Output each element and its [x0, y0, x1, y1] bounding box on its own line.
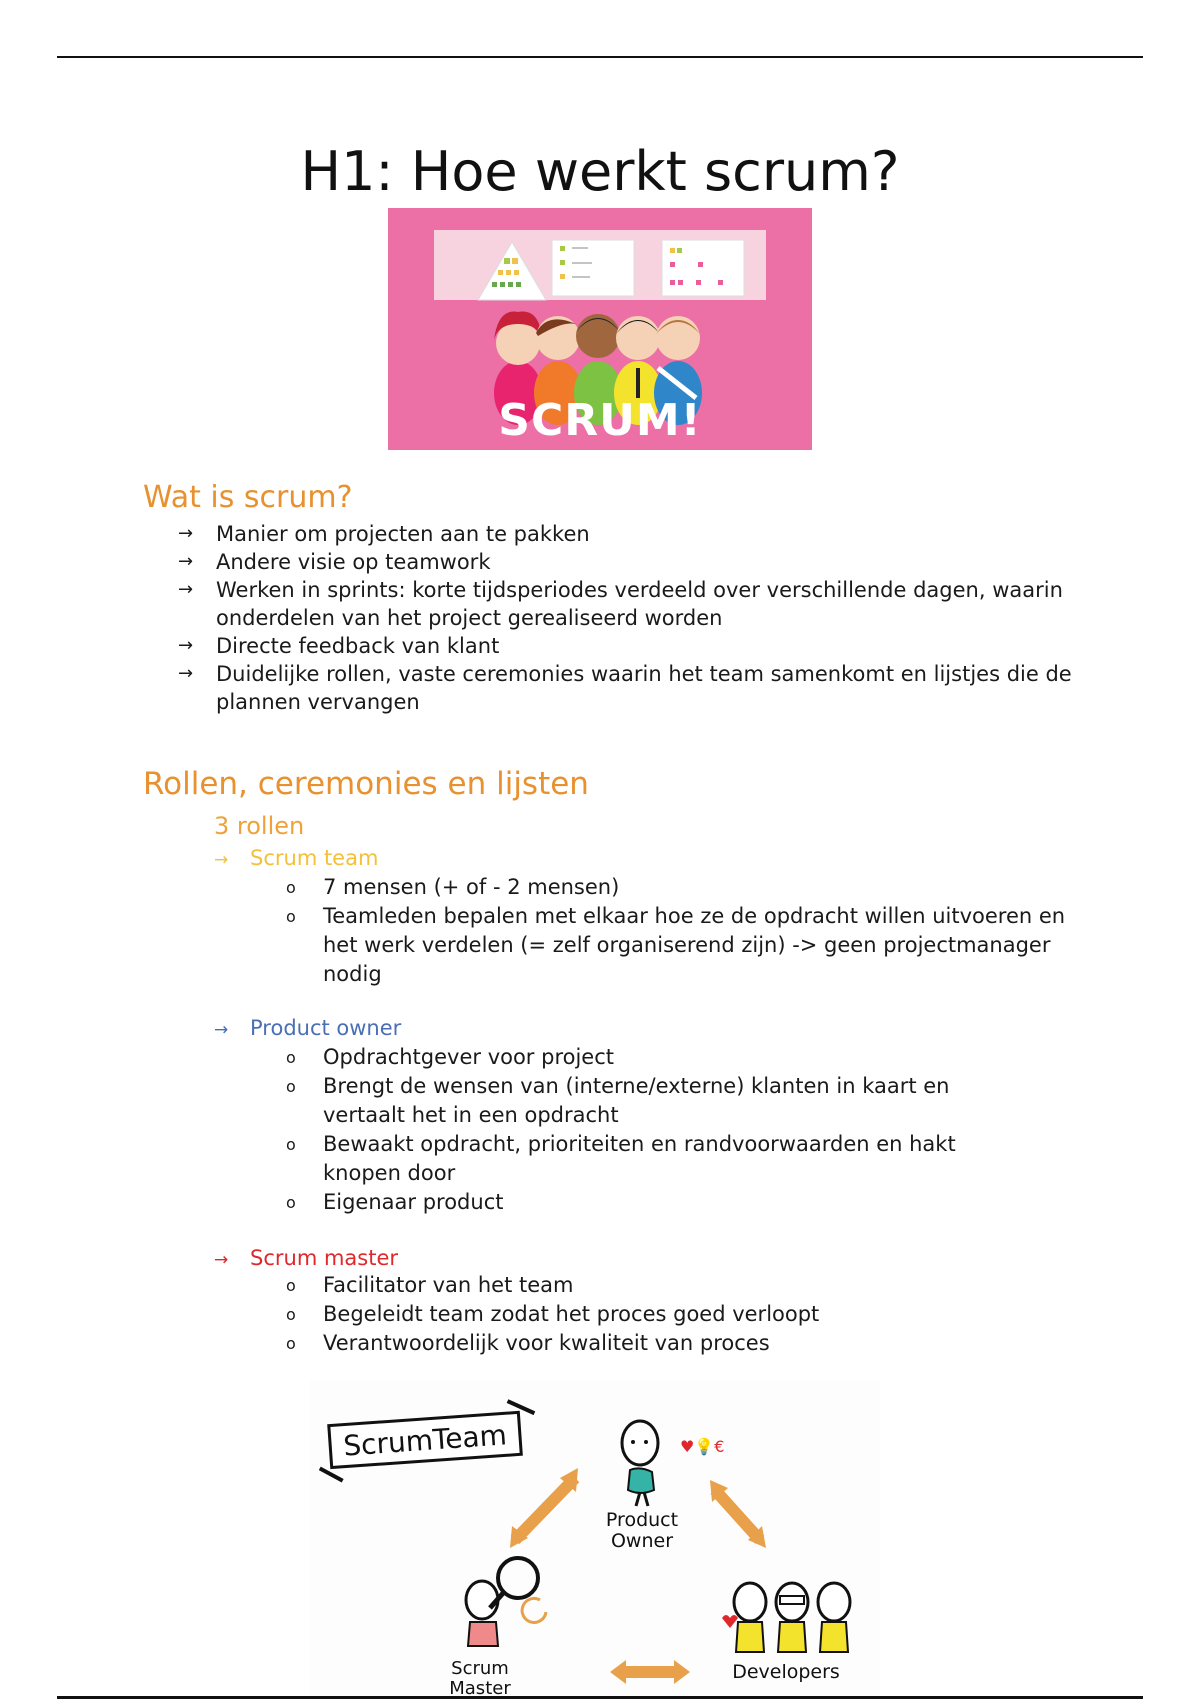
bottom-rule — [57, 1696, 1143, 1699]
circle-bullet-icon: o — [286, 878, 296, 897]
circle-bullet-icon: o — [286, 1276, 296, 1295]
scrum-banner-image — [388, 208, 812, 450]
list-item: o Teamleden bepalen met elkaar hoe ze de opdracht willen uitvoeren en het werk verdelen (= zelf organiserend zijn) -> geen projectmanager nodig — [286, 904, 1066, 986]
section-heading-wat-is-scrum: Wat is scrum? — [143, 480, 353, 515]
role-heading-scrum-team: → Scrum team — [214, 846, 379, 870]
arrow-bullet-icon: → — [178, 579, 194, 600]
top-rule — [57, 56, 1143, 58]
list-item: o Facilitator van het team — [286, 1271, 1086, 1300]
wat-is-scrum-list — [178, 520, 1078, 716]
diagram-label-product: Product — [605, 1509, 679, 1531]
section-heading-rollen: Rollen, ceremonies en lijsten — [143, 766, 589, 802]
diagram-label-master: Master — [449, 1678, 511, 1696]
circle-bullet-icon: o — [286, 1135, 296, 1154]
arrow-bullet-icon: → — [214, 1250, 229, 1270]
list-item: o Begeleidt team zodat het proces goed verloopt — [286, 1300, 1086, 1329]
circle-bullet-icon: o — [286, 1077, 296, 1096]
diagram-label-scrumteam: ScrumTeam — [342, 1418, 508, 1463]
circle-bullet-icon: o — [286, 1193, 296, 1212]
list-item: → Andere visie op teamwork — [178, 550, 491, 574]
arrow-bullet-icon: → — [178, 551, 194, 572]
circle-bullet-icon: o — [286, 1048, 296, 1067]
circle-bullet-icon: o — [286, 1305, 296, 1324]
arrow-bullet-icon: → — [178, 635, 194, 656]
list-item: o Bewaakt opdracht, prioriteiten en randvoorwaarden en hakt knopen door — [286, 1132, 956, 1185]
scrum-team-diagram — [310, 1380, 880, 1696]
list-item: → Duidelijke rollen, vaste ceremonies waarin het team samenkomt en lijstjes die de plannen vervangen — [178, 662, 1072, 714]
page-title: H1: Hoe werkt scrum? — [300, 140, 900, 203]
diagram-label-owner: Owner — [610, 1530, 674, 1552]
product-owner-figure — [606, 1421, 725, 1552]
scrum-master-list — [286, 1271, 1086, 1358]
list-item: → Werken in sprints: korte tijdsperiodes verdeeld over verschillende dagen, waarin onderdelen van het project gerealiseerd worden — [178, 578, 1063, 630]
list-item: o Eigenaar product — [286, 1188, 1006, 1217]
developers-figure — [722, 1583, 850, 1683]
diagram-label-scrum: Scrum — [451, 1658, 509, 1679]
role-heading-scrum-master: → Scrum master — [214, 1246, 399, 1270]
banner-scrum-text: SCRUM! — [498, 395, 702, 446]
product-owner-list — [286, 1043, 1006, 1217]
list-item: → Directe feedback van klant — [178, 634, 500, 658]
list-item: o Brengt de wensen van (interne/externe) klanten in kaart en vertaalt het in een opdracht — [286, 1074, 950, 1127]
diagram-label-developers: Developers — [732, 1661, 840, 1683]
arrow-bullet-icon: → — [214, 850, 229, 870]
arrow-bullet-icon: → — [178, 523, 194, 544]
circle-bullet-icon: o — [286, 907, 296, 926]
list-item: o Opdrachtgever voor project — [286, 1043, 1006, 1072]
list-item: o Verantwoordelijk voor kwaliteit van proces — [286, 1329, 1086, 1358]
circle-bullet-icon: o — [286, 1334, 296, 1353]
scrum-team-diagram-graphic — [310, 1380, 880, 1696]
arrow-bullet-icon: → — [214, 1020, 229, 1040]
scrum-master-figure — [449, 1558, 546, 1696]
list-item: → Manier om projecten aan te pakken — [178, 522, 590, 546]
role-heading-product-owner: → Product owner — [214, 1016, 402, 1040]
arrow-bullet-icon: → — [178, 663, 194, 684]
scrum-team-list — [286, 873, 1076, 989]
diagram-po-symbols: ♥💡€ — [680, 1437, 725, 1456]
subheading-3-rollen: 3 rollen — [214, 812, 305, 840]
list-item: o 7 mensen (+ of - 2 mensen) — [286, 873, 1076, 902]
